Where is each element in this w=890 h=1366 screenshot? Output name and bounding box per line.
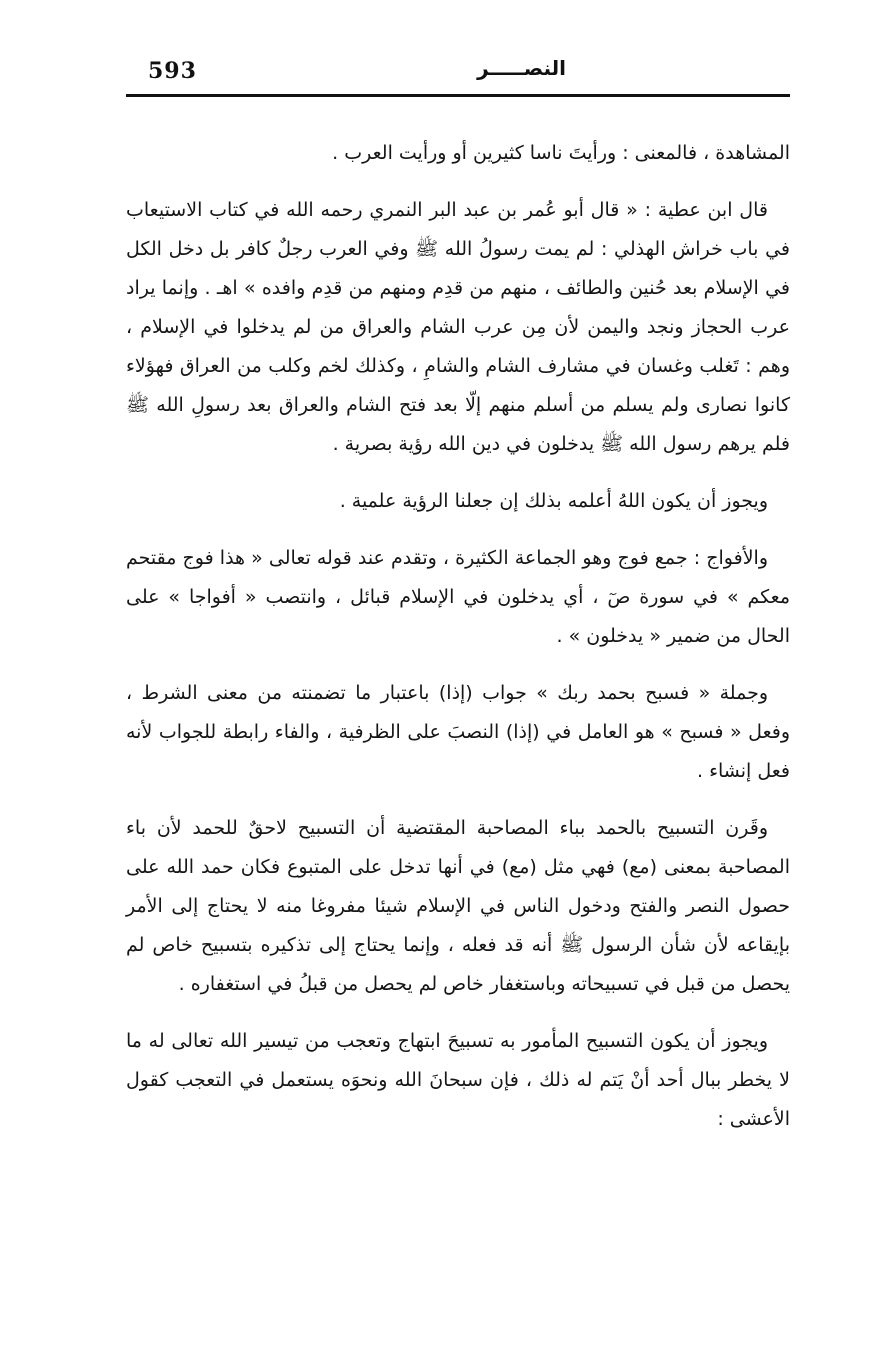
paragraph: المشاهدة ، فالمعنى : ورأيتَ ناسا كثيرين أو ورأيت العرب . <box>332 142 790 164</box>
paragraph: وجملة « فسبح بحمد ربك » جواب (إذا) باعتبار ما تضمنته من معنى الشرط ، وفعل « فسبح » هو العامل في (إذا) النصبَ على الظرفية ، والفاء رابطة للجواب لأنه فعل إنشاء . <box>126 682 790 782</box>
paragraph: ويجوز أن يكون اللهُ أعلمه بذلك إن جعلنا الرؤية علمية . <box>339 490 768 512</box>
running-title: النصـــــر <box>477 56 566 80</box>
page-number: 593 <box>148 58 197 84</box>
header-rule <box>126 94 790 97</box>
page-header <box>126 52 790 92</box>
paragraph: قال ابن عطية : « قال أبو عُمر بن عبد البر النمري رحمه الله في كتاب الاستيعاب في باب خراش الهذلي : لم يمت رسولُ الله ﷺ وفي العرب رجلٌ كافر بل دخل الكل في الإسلام بعد حُنين والطائف ، منهم من قدِم ومنهم من قدِم وافده » اهـ . وإنما يراد عرب الحجاز ونجد واليمن لأن مِن عرب الشام والعراق من لم يدخلوا في الإسلام ، وهم : تَغلب وغسان في مشارف الشام والشامِ ، وكذلك لخم وكلب من العراق فهؤلاء كانوا نصارى ولم يسلم من أسلم منهم إلّا بعد فتح الشام والعراق بعد رسولِ الله ﷺ فلم يرهم رسول الله ﷺ يدخلون في دين الله رؤية بصرية . <box>126 199 790 455</box>
paragraph: ويجوز أن يكون التسبيح المأمور به تسبيحَ ابتهاج وتعجب من تيسير الله تعالى له ما لا يخطر ببال أحد أنْ يَتم له ذلك ، فإن سبحانَ الله ونحوَه يستعمل في التعجب كقول الأعشى : <box>126 1030 790 1130</box>
paragraph: وقَرن التسبيح بالحمد بباء المصاحبة المقتضية أن التسبيح لاحقٌ للحمد لأن باء المصاحبة بمعنى (مع) فهي مثل (مع) في أنها تدخل على المتبوع فكان حمد الله على حصول النصر والفتح ودخول الناس في الإسلام شيئا مفروغا منه لا يحتاج إلى الأمر بإيقاعه لأن شأن الرسول ﷺ أنه قد فعله ، وإنما يحتاج إلى تذكيره بتسبيح خاص لم يحصل من قبل في تسبيحاته وباستغفار خاص لم يحصل من قبلُ في استغفاره . <box>126 817 790 995</box>
body-text <box>126 134 790 1157</box>
paragraph: والأفواج : جمع فوج وهو الجماعة الكثيرة ، وتقدم عند قوله تعالى « هذا فوج مقتحم معكم » في سورة صٓ ، أي يدخلون في الإسلام قبائل ، وانتصب « أفواجا » على الحال من ضمير « يدخلون » . <box>126 547 790 647</box>
